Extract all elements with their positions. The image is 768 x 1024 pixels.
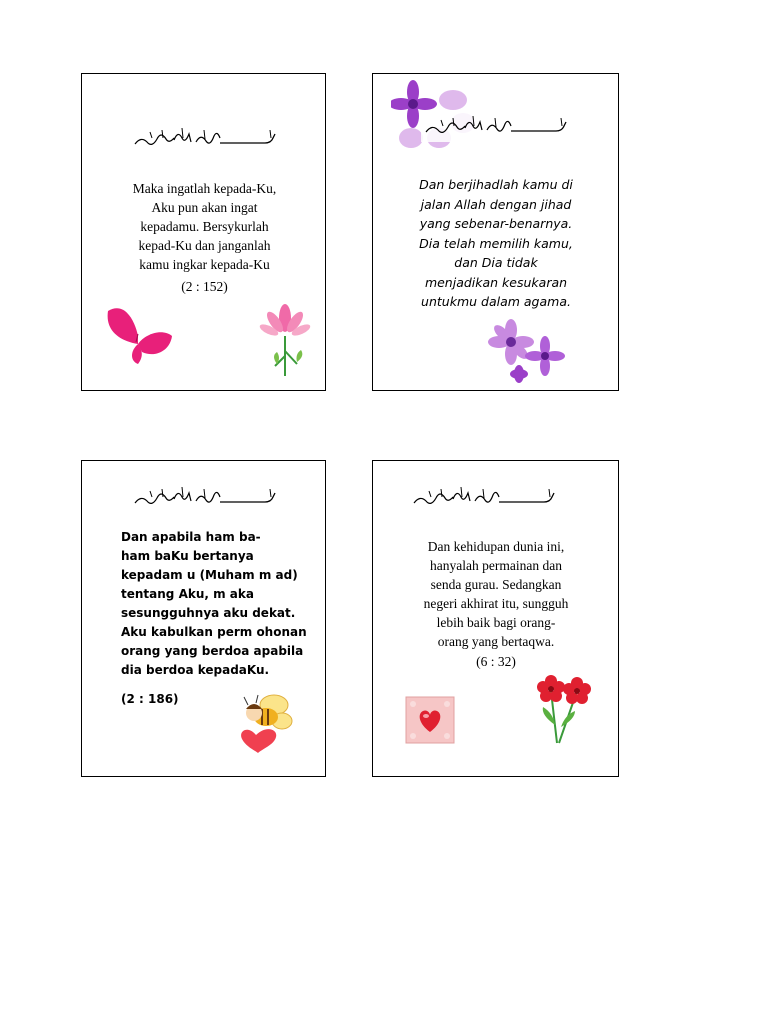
verse-text: Maka ingatlah kepada-Ku, Aku pun akan ingat kepadamu. Bersykurlah kepad-Ku dan janganlah kamu ingkar kepada-Ku [132,181,277,272]
verse-text: Dan berjihadlah kamu di jalan Allah dengan jihad yang sebenar-benarnya. Dia telah memilih kamu, dan Dia tidak menjadikan kesukaran untukmu dalam agama. [419,177,573,309]
verse-card-1 [81,73,326,391]
purple-flowers-bottom-icon [483,318,568,384]
basmalah-calligraphy [409,483,559,513]
verse-reference: (6 : 32) [476,654,516,669]
verse-text: Dan kehidupan dunia ini, hanyalah permainan dan senda gurau. Sedangkan negeri akhirat itu, sungguh lebih baik bagi orang- orang yang bertaqwa. [423,539,569,649]
verse-reference: (2 : 152) [181,279,228,294]
verse-text: Dan apabila ham ba- ham baKu bertanya kepadam u (Muham m ad) tentang Aku, m aka sesungguhnya aku dekat. Aku kabulkan perm ohonan orang yang berdoa apabila dia berdoa kepadaKu. [121,530,307,677]
pink-lotus-flower-icon [257,296,317,378]
bee-with-heart-icon [234,687,296,755]
verse-reference: (2 : 186) [121,692,179,706]
pink-butterfly-icon [100,296,175,366]
basmalah-calligraphy [421,112,571,142]
basmalah-calligraphy [130,124,280,154]
verse-card-4 [372,460,619,777]
heart-tile-icon [405,696,455,744]
basmalah-calligraphy [130,483,280,513]
verse-card-3 [81,460,326,777]
verse-card-2 [372,73,619,391]
red-flowers-icon [533,667,599,747]
